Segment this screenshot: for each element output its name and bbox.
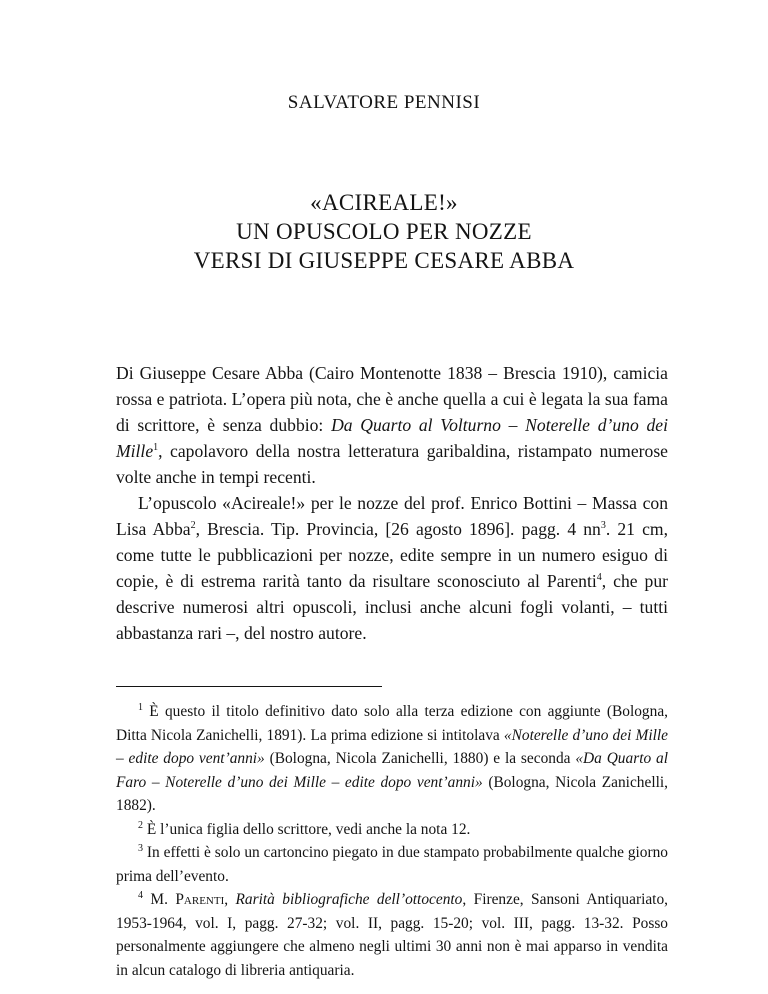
footnote-2-number: 2 [138, 819, 143, 831]
article-title [0, 188, 768, 275]
footnote-4-text: , Firenze, Sansoni Antiquariato, 1953-1964, vol. I, pagg. 27-32; vol. II, pagg. 15-20; vol. III, pagg. 13-32. Posso personalmente aggiungere che almeno negli ultimi 30 anni non è mai apparso in vendita in alcun catalogo di libreria antiquaria. [116, 891, 668, 979]
footnote-4-author: M. Parenti, [143, 891, 236, 908]
footnote-ref-2: 2 [190, 520, 196, 532]
footnote-ref-1: 1 [153, 442, 159, 454]
footnote-4-italic: Rarità bibliografiche dell’ottocento [235, 891, 463, 908]
body-text [116, 360, 668, 646]
footnote-1 [116, 700, 668, 818]
footnote-2-text: È l’unica figlia dello scrittore, vedi anche la nota 12. [143, 820, 471, 838]
footnote-4-number: 4 [138, 889, 143, 901]
paragraph-2-text-b: , Brescia. Tip. Provincia, [26 agosto 1896]. pagg. 4 nn [195, 519, 601, 539]
paragraph-2-text-a: L’opuscolo «Acireale!» per le nozze del prof. Enrico Bottini – Massa con Lisa Abba [116, 493, 668, 539]
paragraph-2-text-d: , che pur descrive numerosi altri opuscoli, inclusi anche alcuni fogli volanti, – tutti abbastanza rari –, del nostro autore. [116, 571, 668, 643]
paragraph-2 [116, 490, 668, 646]
footnote-ref-4: 4 [596, 572, 602, 584]
author-name: SALVATORE PENNISI [287, 92, 481, 113]
footnote-4 [116, 888, 668, 982]
paragraph-2-text-c: . 21 cm, come tutte le pubblicazioni per nozze, edite sempre in un numero esiguo di copie, è di estrema rarità tanto da risultare sconosciuto al Parenti [116, 519, 668, 591]
footnotes [116, 700, 668, 982]
footnote-1-text-a: È questo il titolo definitivo dato solo alla terza edizione con aggiunte (Bologna, Ditta Nicola Zanichelli, 1891). La prima edizione si intitolava [116, 703, 668, 744]
footnote-1-number: 1 [138, 701, 143, 713]
footnote-2 [116, 818, 668, 842]
paragraph-1-text-a: Di Giuseppe Cesare Abba (Cairo Montenotte 1838 – Brescia 1910), camicia rossa e patriota. L’opera più nota, che è anche quella a cui è legata la sua fama di scrittore, è senza dubbio: [116, 363, 668, 435]
footnote-1-italic-1: «Noterelle d’uno dei Mille – edite dopo vent’anni» [116, 726, 668, 767]
footnote-1-text-b: (Bologna, Nicola Zanichelli, 1880) e la seconda [264, 750, 576, 767]
title-line-1: «ACIREALE!» [310, 190, 458, 215]
book-title-italic: Da Quarto al Volturno – Noterelle d’uno dei Mille [116, 415, 669, 461]
footnote-1-italic-2: «Da Quarto al Faro – Noterelle d’uno dei Mille – edite dopo vent’anni» [116, 750, 668, 791]
footnote-separator [116, 686, 382, 687]
footnote-3-number: 3 [138, 842, 143, 854]
title-line-3: VERSI DI GIUSEPPE CESARE ABBA [193, 248, 575, 273]
title-line-2: UN OPUSCOLO PER NOZZE [236, 219, 532, 244]
footnote-3-text: In effetti è solo un cartoncino piegato in due stampato probabilmente qualche giorno prima dell’evento. [116, 844, 668, 885]
paragraph-1 [116, 360, 668, 490]
footnote-3 [116, 841, 668, 888]
paragraph-1-text-b: , capolavoro della nostra letteratura garibaldina, ristampato numerose volte anche in tempi recenti. [116, 441, 668, 487]
footnote-1-text-c: (Bologna, Nicola Zanichelli, 1882). [116, 773, 668, 814]
footnote-ref-3: 3 [600, 520, 606, 532]
